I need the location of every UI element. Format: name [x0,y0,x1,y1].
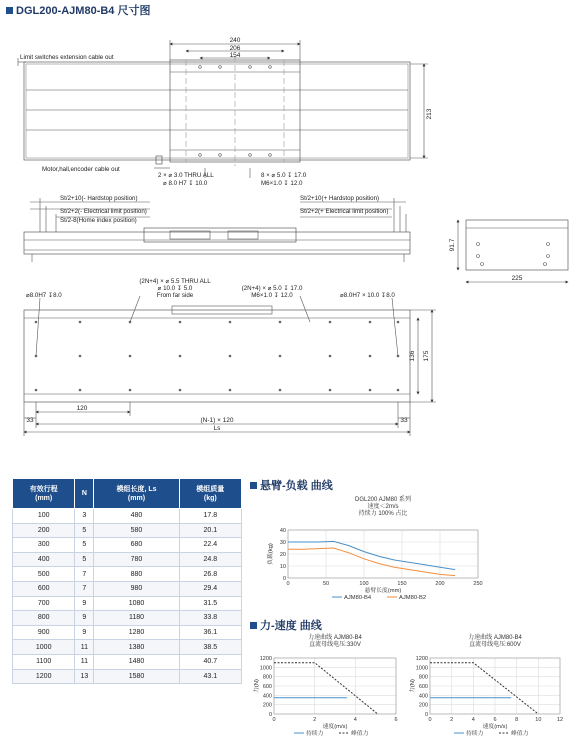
x-tick-label: 12 [556,717,564,723]
table-cell: 31.5 [179,596,241,611]
table-row [13,523,242,538]
table-cell: 1200 [13,669,75,684]
table-cell: 17.8 [179,509,241,524]
table-cell: 43.1 [179,669,241,684]
x-tick-label: 150 [397,581,407,587]
table-cell: 300 [13,538,75,553]
legend-label: 持续力 [466,731,484,737]
dim-end-width: 225 [511,275,523,282]
label-home-index: St/2-8(Home index position) [60,217,137,224]
table-cell: 1000 [13,640,75,655]
table-cell: 13 [75,669,94,684]
chart-cantilever-load [262,494,490,606]
table-cell: 5 [75,552,94,567]
chart-title: 力速曲线 AJM80-B4 [468,635,522,641]
series-line [274,663,378,714]
spec-table-body [13,509,242,684]
x-axis-label: 速度(m/s) [322,724,348,730]
spec-header-0: 有效行程 (mm) [13,479,75,509]
table-cell: 26.8 [179,567,241,582]
y-tick-label: 400 [262,693,272,700]
table-cell: 800 [13,611,75,626]
spec-table-header [13,479,242,509]
dim-136: 136 [409,350,416,362]
y-axis-label: 力(N) [254,679,260,693]
y-tick-label: 10 [279,564,286,570]
table-cell: 1380 [94,640,179,655]
x-axis-label: 速度(m/s) [482,724,508,730]
table-row [13,509,242,524]
hole-note-right-1: 8 × ⌀ 5.0 ↧ 17.0 [261,172,307,179]
y-tick-label: 200 [418,702,428,709]
table-cell: 900 [13,625,75,640]
table-row [13,611,242,626]
table-cell: 680 [94,538,179,553]
dim-154: 154 [229,52,241,59]
x-tick-label: 0 [272,717,276,723]
table-cell: 7 [75,567,94,582]
note-bottom-left: ⌀8.0H7 ↧8.0 [26,292,62,299]
dim-33-left: 33 [26,417,34,424]
table-cell: 400 [13,552,75,567]
y-tick-label: 800 [418,674,428,681]
dim-end-height: 91.7 [449,238,456,252]
note-bottom-b-2: M6×1.0 ↧ 12.0 [251,292,293,299]
table-cell: 480 [94,509,179,524]
table-cell: 1080 [94,596,179,611]
bottom-view [24,296,436,436]
hole-note-right-2: M6×1.0 ↧ 12.0 [261,180,303,187]
hole-note-left-1: 2 × ⌀ 3.0 THRU ALL [158,172,214,179]
x-tick-label: 0 [286,581,290,587]
table-cell: 22.4 [179,538,241,553]
y-tick-label: 20 [279,552,286,558]
table-row [13,654,242,669]
y-tick-label: 200 [262,702,272,709]
table-cell: 9 [75,625,94,640]
spec-header-1: N [75,479,94,509]
y-tick-label: 800 [262,674,272,681]
table-cell: 11 [75,640,94,655]
label-hardstop-left: St/2+10(- Hardstop position) [60,195,138,202]
table-row [13,640,242,655]
table-cell: 880 [94,567,179,582]
table-cell: 38.5 [179,640,241,655]
table-cell: 1100 [13,654,75,669]
y-axis-label: 力(N) [410,679,416,693]
y-tick-label: 30 [279,540,286,546]
y-tick-label: 400 [418,693,428,700]
series-line [288,548,455,576]
table-row [13,581,242,596]
table-cell: 5 [75,538,94,553]
table-cell: 3 [75,509,94,524]
hole-note-left-2: ⌀ 8.0 H7 ↧ 10.0 [163,180,208,187]
table-row [13,669,242,684]
table-cell: 40.7 [179,654,241,669]
dim-175: 175 [423,350,430,362]
y-tick-label: 1200 [259,656,272,662]
table-cell: 24.8 [179,552,241,567]
chart-subtitle: 速度＜2m/s [367,504,399,510]
table-cell: 9 [75,596,94,611]
section-force-speed-title: 力-速度 曲线 [260,620,322,632]
table-cell: 11 [75,654,94,669]
table-cell: 1580 [94,669,179,684]
legend-label: 峰值力 [511,731,529,737]
x-tick-label: 0 [428,717,432,723]
drawing-title-text: DGL200-AJM80-B4 尺寸图 [16,5,151,17]
label-elec-limit-left: St/2+2(- Electrical limit position) [60,208,147,215]
table-cell: 20.1 [179,523,241,538]
legend-label: AJM80-B2 [399,595,427,601]
table-cell: 600 [13,581,75,596]
label-elec-limit-right: St/2+2(+ Electrical limit position) [300,208,389,215]
table-cell: 980 [94,581,179,596]
x-tick-label: 250 [473,581,483,587]
x-tick-label: 200 [435,581,445,587]
table-cell: 1280 [94,625,179,640]
dim-213: 213 [426,108,433,120]
x-tick-label: 50 [322,581,330,587]
legend-label: 峰值力 [351,731,369,737]
note-bottom-right: ⌀8.0H7 × 10.0 ↧8.0 [340,292,395,299]
table-cell: 200 [13,523,75,538]
dim-n-120: (N-1) × 120 [200,417,234,424]
table-cell: 1180 [94,611,179,626]
series-line [430,663,538,714]
note-bottom-b-1: (2N+4) × ⌀ 5.0 ↧ 17.0 [241,285,303,292]
y-tick-label: 1000 [415,665,428,672]
table-cell: 580 [94,523,179,538]
chart-title: DGL200 AJM80 系列 [354,497,412,503]
label-limit-cable: Limit switches extension cable out [20,54,114,61]
legend-label: 持续力 [306,731,324,737]
chart-force-speed-600v [408,632,568,740]
note-bottom-a-3: From far side [156,292,194,299]
x-tick-label: 6 [493,717,497,723]
y-tick-label: 40 [279,528,286,534]
chart-title: 力速曲线 AJM80-B4 [308,635,362,641]
spec-header-3: 模组质量 (kg) [179,479,241,509]
table-row [13,552,242,567]
table-cell: 7 [75,581,94,596]
table-cell: 5 [75,523,94,538]
y-tick-label: 0 [424,712,428,718]
bullet-square-icon [250,622,257,629]
table-row [13,567,242,582]
table-cell: 33.8 [179,611,241,626]
dim-33-right: 33 [400,417,408,424]
x-tick-label: 2 [450,717,454,723]
label-motor-cable: Motor,hall,encoder cable out [42,166,120,173]
y-tick-label: 1200 [415,656,428,662]
section-cantilever [250,477,333,493]
table-row [13,538,242,553]
y-tick-label: 600 [262,684,272,690]
table-cell: 100 [13,509,75,524]
y-tick-label: 600 [418,684,428,690]
x-tick-label: 10 [535,717,542,723]
x-tick-label: 2 [313,717,317,723]
dim-ls: Ls [213,425,221,432]
table-cell: 780 [94,552,179,567]
y-axis-label: 负载(kg) [268,543,274,565]
note-bottom-a-2: ⌀ 10.0 ↧ 5.0 [157,285,193,292]
section-force-speed [250,617,322,633]
x-tick-label: 100 [359,581,369,587]
bullet-square-icon [250,482,257,489]
section-cantilever-title: 悬臂-负载 曲线 [260,480,333,492]
dim-240: 240 [229,37,241,44]
dim-206: 206 [229,45,241,52]
x-axis-label: 悬臂长度(mm) [364,588,402,594]
x-tick-label: 4 [353,717,357,723]
y-tick-label: 0 [282,576,286,582]
table-row [13,625,242,640]
chart-subtitle: 直流母线电压:330V [309,642,361,648]
x-tick-label: 6 [394,717,398,723]
x-tick-label: 4 [471,717,475,723]
table-cell: 36.1 [179,625,241,640]
table-cell: 700 [13,596,75,611]
series-line [288,541,455,569]
label-hardstop-right: St/2+10(+ Hardstop position) [300,195,380,202]
table-row [13,596,242,611]
chart-subtitle: 持续力 100% 占比 [358,511,408,517]
y-tick-label: 0 [268,712,272,718]
spec-table [12,478,242,684]
spec-header-2: 模组长度, Ls (mm) [94,479,179,509]
table-cell: 9 [75,611,94,626]
note-bottom-a-1: (2N+4) × ⌀ 5.5 THRU ALL [139,278,211,285]
dim-120: 120 [76,405,88,412]
table-cell: 1480 [94,654,179,669]
table-cell: 29.4 [179,581,241,596]
end-view [458,220,568,282]
y-tick-label: 1000 [259,665,272,672]
chart-subtitle: 直流母线电压:600V [469,642,521,648]
table-cell: 500 [13,567,75,582]
legend-label: AJM80-B4 [344,595,372,601]
chart-force-speed-330v [252,632,404,740]
x-tick-label: 8 [515,717,519,723]
